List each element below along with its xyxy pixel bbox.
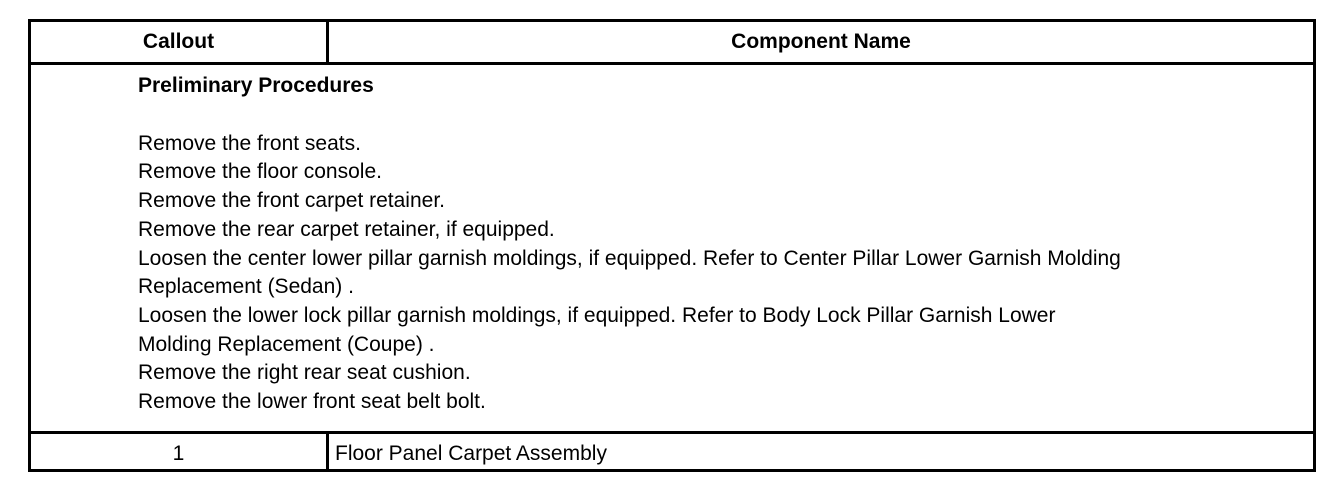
callout-cell: 1 [172,442,185,465]
preliminary-procedures [138,72,1121,417]
procedure-line: Loosen the lower lock pillar garnish moldings, if equipped. Refer to Body Lock Pillar Garnish Lower [138,303,1056,327]
procedure-line: Remove the lower front seat belt bolt. [138,390,486,414]
procedure-line: Molding Replacement (Coupe) . [138,332,435,356]
component-table [28,19,1316,472]
procedure-line: Loosen the center lower pillar garnish moldings, if equipped. Refer to Center Pillar Lower Garnish Molding [138,246,1121,270]
row-column-divider [326,431,329,472]
component-name-header: Component Name [731,30,911,53]
procedure-line: Remove the front carpet retainer. [138,189,445,213]
row-divider [31,431,1313,434]
procedure-line: Remove the front seats. [138,131,361,155]
procedure-line: Remove the rear carpet retainer, if equipped. [138,217,555,241]
procedure-line: Remove the floor console. [138,160,382,184]
procedure-line: Remove the right rear seat cushion. [138,361,471,385]
component-name-cell: Floor Panel Carpet Assembly [335,442,607,465]
preliminary-procedures-title: Preliminary Procedures [138,74,374,97]
procedure-line: Replacement (Sedan) . [138,275,354,299]
header-divider [31,62,1313,65]
callout-header: Callout [142,30,215,53]
